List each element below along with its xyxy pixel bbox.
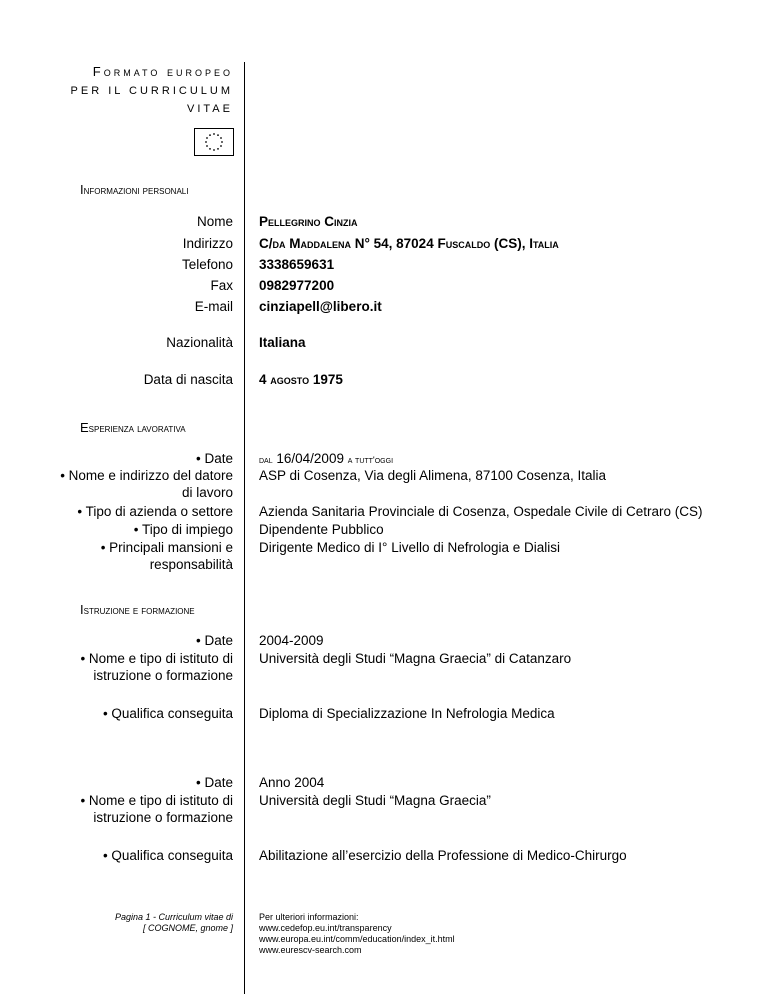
address-label: Indirizzo: [182, 236, 233, 251]
edu2-inst-label-2: istruzione o formazione: [93, 810, 233, 825]
employer-label-1: • Nome e indirizzo del datore: [60, 468, 233, 483]
birth-label: Data di nascita: [143, 372, 233, 387]
section-education: Istruzione e formazione: [80, 602, 195, 617]
work-date-start: 16/04/2009: [276, 451, 344, 466]
phone-label: Telefono: [181, 257, 233, 272]
edu1-inst-label-1: • Nome e tipo di istituto di: [80, 651, 233, 666]
work-date-suffix: a tutt'oggi: [347, 455, 394, 466]
footer-page-info: [115, 912, 233, 934]
employer-label-2: di lavoro: [181, 485, 233, 500]
edu2-date-label: • Date: [196, 775, 233, 790]
duties-label-2: responsabilità: [149, 557, 233, 572]
edu1-qual-value: Diploma di Specializzazione In Nefrologia Medica: [259, 706, 555, 721]
sector-value: Azienda Sanitaria Provinciale di Cosenza, Ospedale Civile di Cetraro (CS): [259, 504, 703, 519]
duties-label-1: • Principali mansioni e: [100, 540, 233, 555]
phone-value: 3338659631: [259, 257, 335, 272]
email-value[interactable]: cinziapell@libero.it: [259, 299, 382, 314]
work-date-prefix: dal: [259, 455, 273, 466]
edu2-qual-label: • Qualifica conseguita: [102, 848, 233, 863]
footer-links: [259, 912, 455, 956]
footer-info-title: Per ulteriori informazioni:: [259, 912, 359, 922]
edu2-inst-label-1: • Nome e tipo di istituto di: [80, 793, 233, 808]
edu1-qual-label: • Qualifica conseguita: [102, 706, 233, 721]
edu1-date-value: 2004-2009: [259, 633, 324, 648]
address-value: C/da Maddalena N° 54, 87024 Fuscaldo (CS), Italia: [259, 236, 559, 251]
eu-flag-icon: [194, 128, 234, 156]
employer-value: ASP di Cosenza, Via degli Alimena, 87100 Cosenza, Italia: [259, 468, 606, 483]
job-label: • Tipo di impiego: [133, 522, 233, 537]
section-personal-info: Informazioni personali: [80, 182, 189, 197]
footer-link[interactable]: www.europa.eu.int/comm/education/index_it.html: [259, 934, 455, 944]
duties-value: Dirigente Medico di I° Livello di Nefrologia e Dialisi: [259, 540, 561, 555]
nationality-value: Italiana: [259, 335, 306, 350]
name-value: Pellegrino Cinzia: [259, 214, 358, 229]
edu2-qual-value: Abilitazione all’esercizio della Professione di Medico-Chirurgo: [259, 848, 627, 863]
section-work-experience: Esperienza lavorativa: [80, 420, 186, 435]
work-date-label: • Date: [196, 451, 233, 466]
header-line-3: VITAE: [187, 103, 233, 115]
edu1-date-label: • Date: [196, 633, 233, 648]
footer-link[interactable]: www.cedefop.eu.int/transparency: [259, 923, 392, 933]
edu1-inst-label-2: istruzione o formazione: [93, 668, 233, 683]
job-value: Dipendente Pubblico: [259, 522, 384, 537]
email-label: E-mail: [194, 299, 233, 314]
sector-label: • Tipo di azienda o settore: [77, 504, 233, 519]
fax-label: Fax: [210, 278, 233, 293]
nationality-label: Nazionalità: [166, 335, 233, 350]
footer-page-line-1: Pagina 1 - Curriculum vitae di: [114, 912, 233, 922]
edu2-date-value: Anno 2004: [259, 775, 325, 790]
header-line-2: PER IL CURRICULUM: [70, 85, 233, 97]
edu1-inst-value: Università degli Studi “Magna Graecia” di Catanzaro: [259, 651, 572, 666]
edu2-inst-value: Università degli Studi “Magna Graecia”: [259, 793, 491, 808]
fax-value: 0982977200: [259, 278, 335, 293]
header-line-1: Formato europeo: [92, 64, 233, 79]
birth-value: 4 agosto 1975: [259, 372, 343, 387]
footer-page-line-2: [ COGNOME, gnome ]: [142, 923, 233, 933]
column-divider: [244, 62, 245, 994]
name-label: Nome: [196, 214, 233, 229]
footer-link[interactable]: www.eurescv-search.com: [259, 945, 362, 955]
